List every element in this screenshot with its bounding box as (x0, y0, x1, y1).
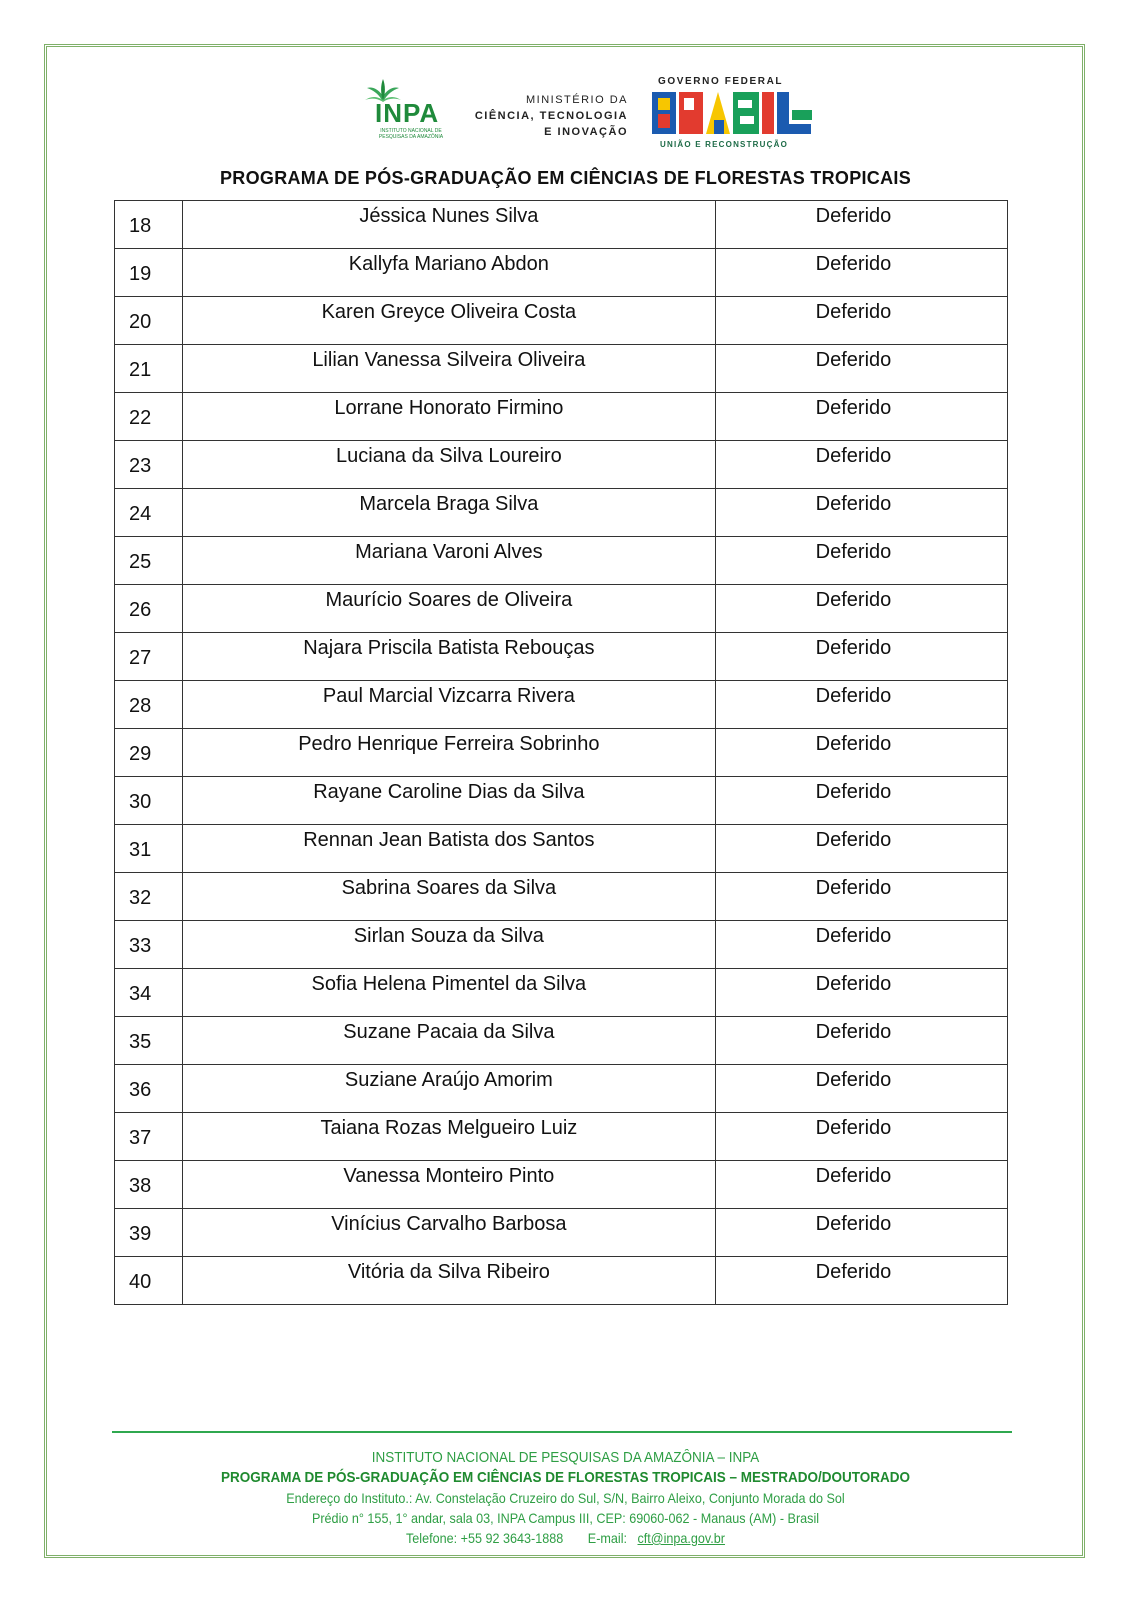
table-row (115, 249, 1008, 297)
row-number: 20 (115, 297, 183, 345)
candidate-name: Sofia Helena Pimentel da Silva (183, 969, 716, 1017)
candidate-name: Kallyfa Mariano Abdon (183, 249, 716, 297)
status-cell: Deferido (715, 489, 1007, 537)
candidate-name: Mariana Varoni Alves (183, 537, 716, 585)
row-number: 35 (115, 1017, 183, 1065)
row-number: 38 (115, 1161, 183, 1209)
row-number: 30 (115, 777, 183, 825)
inpa-logo (357, 78, 447, 140)
row-number: 36 (115, 1065, 183, 1113)
row-number: 26 (115, 585, 183, 633)
row-number: 18 (115, 201, 183, 249)
table-row (115, 777, 1008, 825)
footer-program: PROGRAMA DE PÓS-GRADUAÇÃO EM CIÊNCIAS DE FLORESTAS TROPICAIS – MESTRADO/DOUTORADO (220, 1469, 911, 1486)
table-row (115, 969, 1008, 1017)
row-number: 34 (115, 969, 183, 1017)
inpa-logo-subtitle: INSTITUTO NACIONAL DE PESQUISAS DA AMAZÔNIA (378, 128, 444, 140)
gov-bottom-text: UNIÃO E RECONSTRUÇÃO (660, 140, 789, 149)
table-row (115, 201, 1008, 249)
table-row (115, 1161, 1008, 1209)
candidate-name: Suzane Pacaia da Silva (183, 1017, 716, 1065)
footer-building: Prédio n° 155, 1° andar, sala 03, INPA Campus III, CEP: 69060-062 - Manaus (AM) - Brasil (311, 1510, 820, 1526)
table-row (115, 1017, 1008, 1065)
candidate-name: Rennan Jean Batista dos Santos (183, 825, 716, 873)
table-row (115, 825, 1008, 873)
candidate-name: Karen Greyce Oliveira Costa (183, 297, 716, 345)
table-row (115, 921, 1008, 969)
footer-contact (57, 1528, 1075, 1548)
inpa-logo-word: INPA (375, 98, 440, 128)
candidate-name: Suziane Araújo Amorim (183, 1065, 716, 1113)
ministry-line3: E INOVAÇÃO (544, 126, 628, 138)
status-cell: Deferido (715, 1113, 1007, 1161)
row-number: 33 (115, 921, 183, 969)
candidate-name: Sirlan Souza da Silva (183, 921, 716, 969)
status-cell: Deferido (715, 1209, 1007, 1257)
table-row (115, 633, 1008, 681)
status-cell: Deferido (715, 969, 1007, 1017)
table-row (115, 1065, 1008, 1113)
table-row (115, 681, 1008, 729)
candidate-name: Taiana Rozas Melgueiro Luiz (183, 1113, 716, 1161)
status-cell: Deferido (715, 633, 1007, 681)
row-number: 28 (115, 681, 183, 729)
candidate-name: Lorrane Honorato Firmino (183, 393, 716, 441)
gov-top-text: GOVERNO FEDERAL (658, 76, 784, 87)
row-number: 32 (115, 873, 183, 921)
table-row (115, 1209, 1008, 1257)
table-row (115, 345, 1008, 393)
footer-email-label: E-mail: (587, 1530, 627, 1546)
status-cell: Deferido (715, 249, 1007, 297)
results-table (114, 200, 1008, 1305)
table-row (115, 393, 1008, 441)
status-cell: Deferido (715, 345, 1007, 393)
table-row (115, 585, 1008, 633)
candidate-name: Paul Marcial Vizcarra Rivera (183, 681, 716, 729)
status-cell: Deferido (715, 585, 1007, 633)
footer-institute: INSTITUTO NACIONAL DE PESQUISAS DA AMAZÔNIA – INPA (371, 1449, 760, 1466)
table-row (115, 537, 1008, 585)
candidate-name: Marcela Braga Silva (183, 489, 716, 537)
table-row (115, 1113, 1008, 1161)
row-number: 25 (115, 537, 183, 585)
row-number: 37 (115, 1113, 183, 1161)
table-row (115, 1257, 1008, 1305)
footer-divider (112, 1431, 1012, 1433)
status-cell: Deferido (715, 1017, 1007, 1065)
candidate-name: Vitória da Silva Ribeiro (183, 1257, 716, 1305)
status-cell: Deferido (715, 729, 1007, 777)
row-number: 24 (115, 489, 183, 537)
candidate-name: Lilian Vanessa Silveira Oliveira (183, 345, 716, 393)
program-title: PROGRAMA DE PÓS-GRADUAÇÃO EM CIÊNCIAS DE FLORESTAS TROPICAIS (219, 168, 912, 188)
status-cell: Deferido (715, 777, 1007, 825)
ministry-logo (466, 92, 628, 140)
status-cell: Deferido (715, 825, 1007, 873)
status-cell: Deferido (715, 537, 1007, 585)
candidate-name: Najara Priscila Batista Rebouças (183, 633, 716, 681)
table-row (115, 729, 1008, 777)
ministry-line2: CIÊNCIA, TECNOLOGIA (474, 110, 628, 122)
governo-federal-logo (652, 72, 822, 152)
footer-phone: Telefone: +55 92 3643-1888 (405, 1530, 564, 1546)
table-row (115, 297, 1008, 345)
candidate-name: Sabrina Soares da Silva (183, 873, 716, 921)
row-number: 27 (115, 633, 183, 681)
row-number: 29 (115, 729, 183, 777)
candidate-name: Maurício Soares de Oliveira (183, 585, 716, 633)
status-cell: Deferido (715, 1065, 1007, 1113)
candidate-name: Pedro Henrique Ferreira Sobrinho (183, 729, 716, 777)
row-number: 19 (115, 249, 183, 297)
table-row (115, 441, 1008, 489)
status-cell: Deferido (715, 1257, 1007, 1305)
row-number: 23 (115, 441, 183, 489)
ministry-line1: MINISTÉRIO DA (525, 94, 628, 106)
row-number: 40 (115, 1257, 183, 1305)
status-cell: Deferido (715, 873, 1007, 921)
candidate-name: Luciana da Silva Loureiro (183, 441, 716, 489)
status-cell: Deferido (715, 441, 1007, 489)
candidate-name: Jéssica Nunes Silva (183, 201, 716, 249)
brasil-wordmark (652, 90, 820, 136)
candidate-name: Vanessa Monteiro Pinto (183, 1161, 716, 1209)
status-cell: Deferido (715, 201, 1007, 249)
status-cell: Deferido (715, 297, 1007, 345)
status-cell: Deferido (715, 1161, 1007, 1209)
status-cell: Deferido (715, 393, 1007, 441)
table-row (115, 489, 1008, 537)
results-table-body (115, 201, 1008, 1305)
row-number: 22 (115, 393, 183, 441)
candidate-name: Rayane Caroline Dias da Silva (183, 777, 716, 825)
header-logos (0, 72, 1131, 152)
candidate-name: Vinícius Carvalho Barbosa (183, 1209, 716, 1257)
footer-address: Endereço do Instituto.: Av. Constelação Cruzeiro do Sul, S/N, Bairro Aleixo, Conjunto Morada do Sol (286, 1490, 845, 1506)
footer-email-link[interactable]: cft@inpa.gov.br (637, 1530, 726, 1546)
table-row (115, 873, 1008, 921)
footer (0, 1448, 1131, 1548)
row-number: 39 (115, 1209, 183, 1257)
status-cell: Deferido (715, 921, 1007, 969)
row-number: 31 (115, 825, 183, 873)
row-number: 21 (115, 345, 183, 393)
status-cell: Deferido (715, 681, 1007, 729)
